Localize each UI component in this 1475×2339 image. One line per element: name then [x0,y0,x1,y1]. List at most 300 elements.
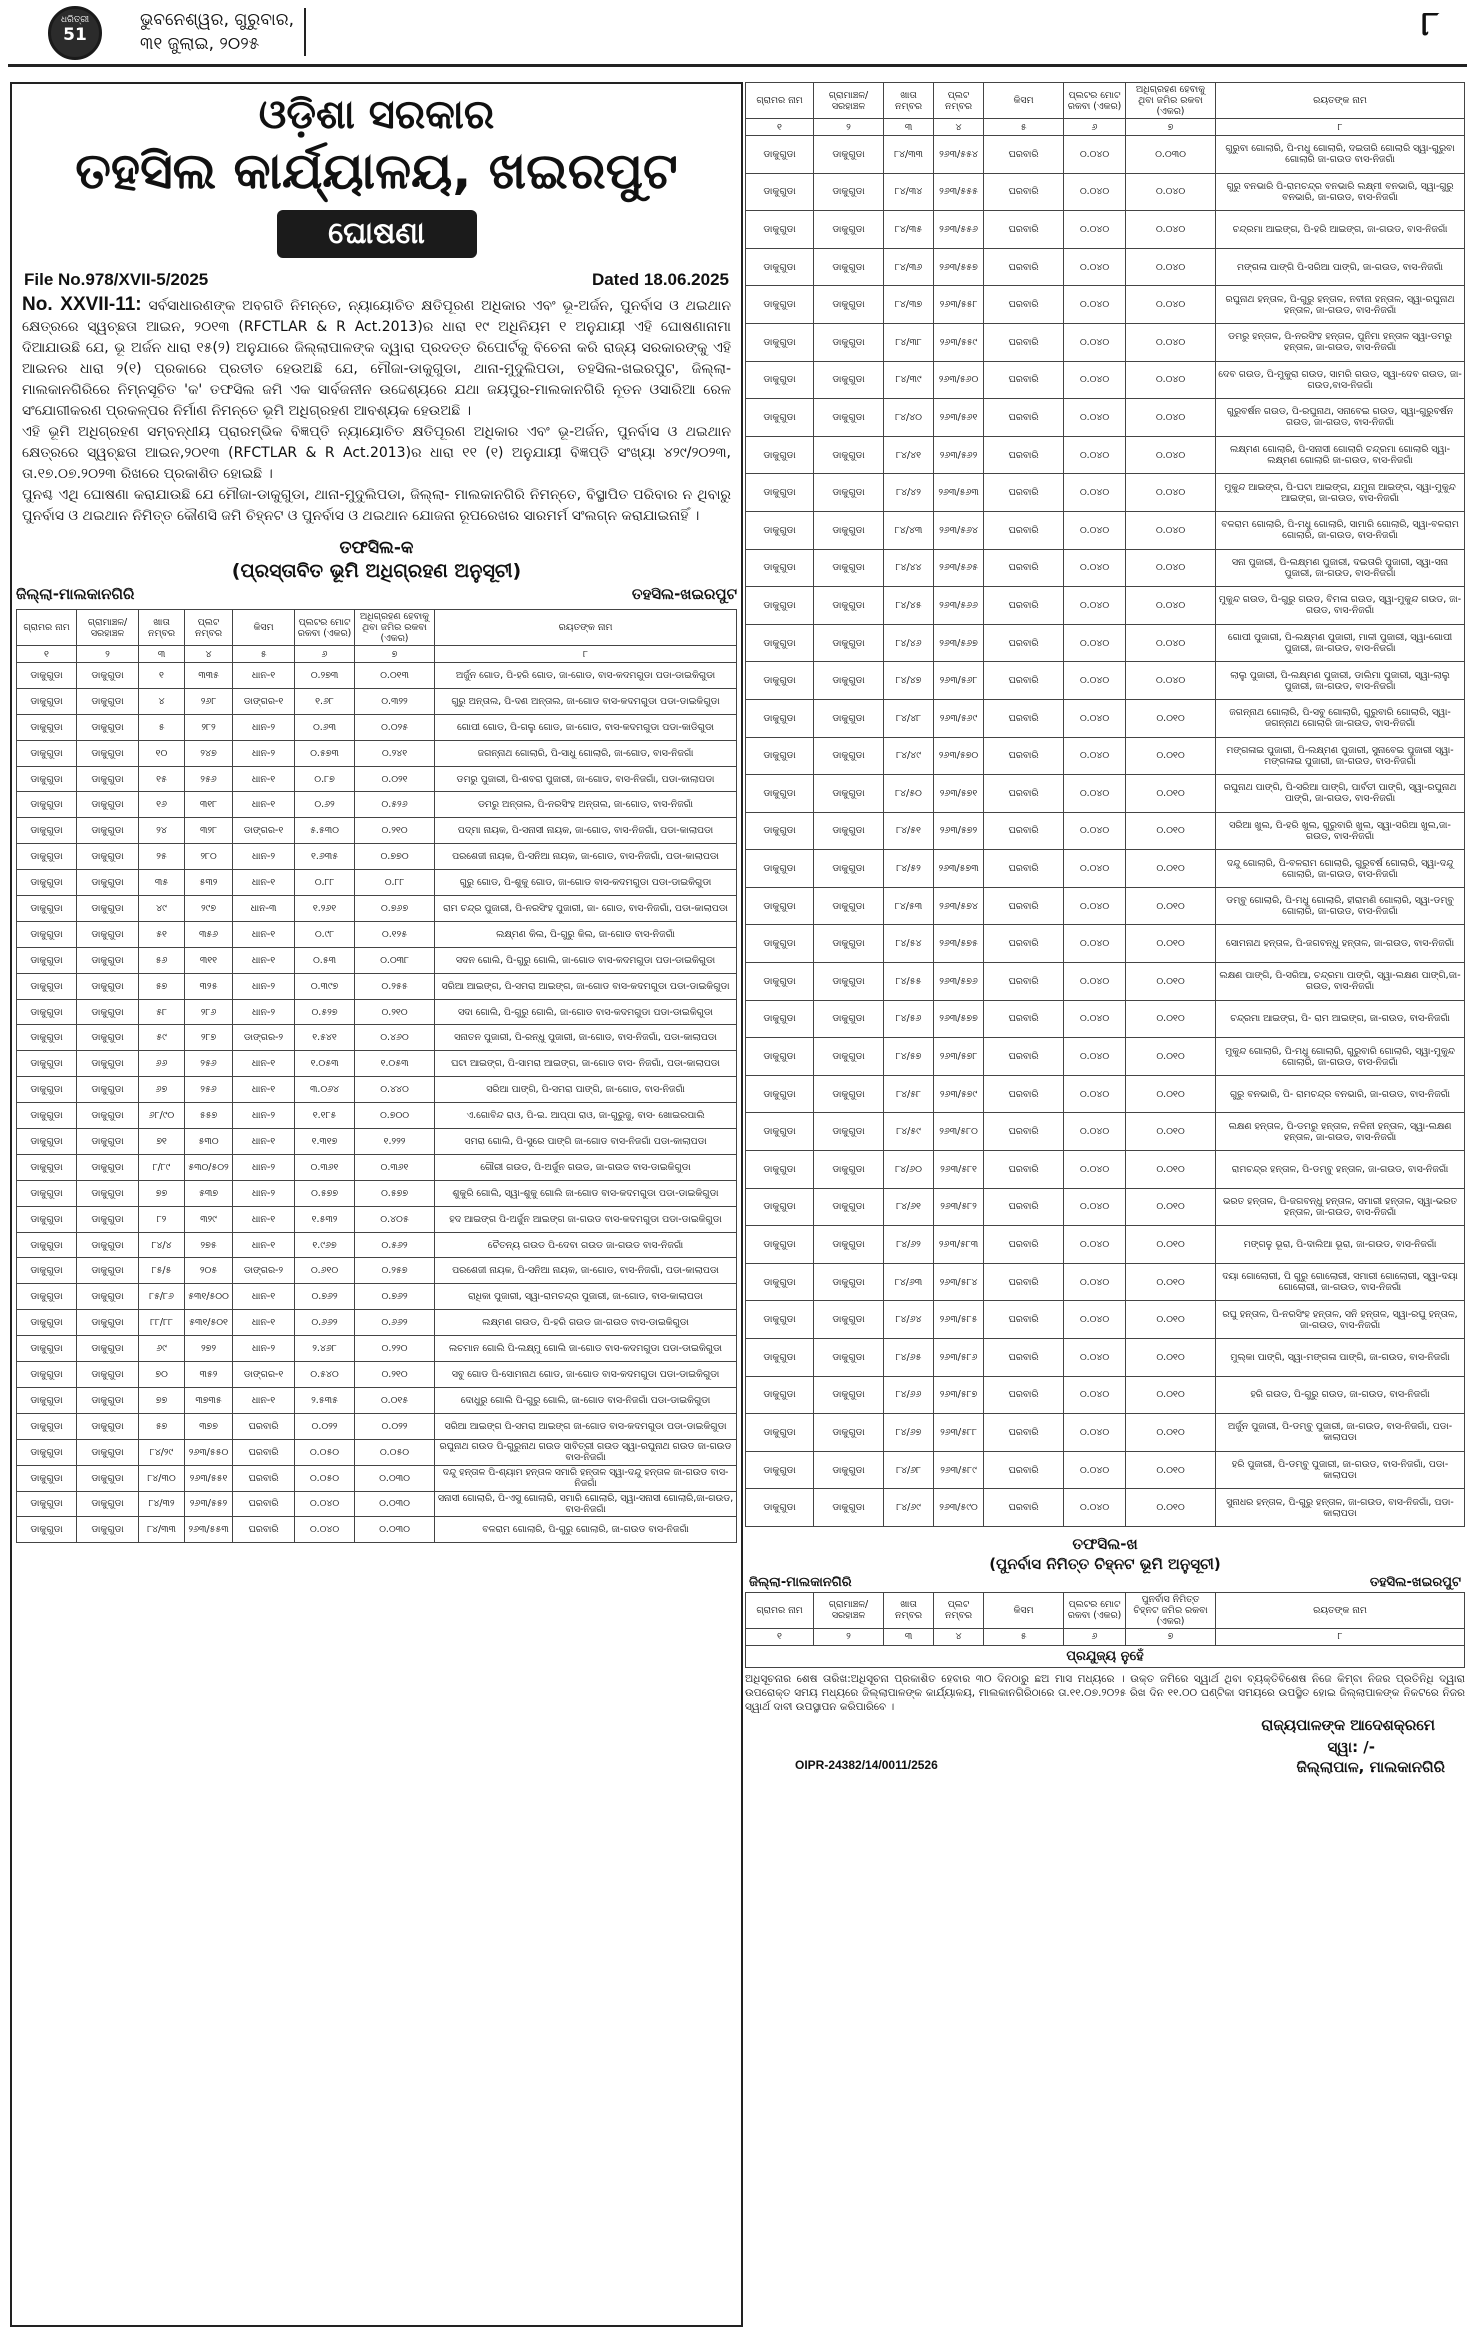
table-cell: ଗୁରୁବର୍ଷନ ଗଉଡ, ପି-ରଘୁନାଥ, ସନାବେଇ ଗଉଡ, ସ୍ୱା-ଗୁରୁବର୍ଷନ ଗଉଡ, ଜା-ଗଉଡ, ବାସ-ନିଜଗାଁ [1216,399,1465,437]
table-cell: ଡାକୁଗୁଡା [77,714,139,740]
table-cell: ୧.୦୫୩ [295,1051,355,1077]
table-cell: ୨୬୩/୫୫୯ [934,323,984,361]
table-cell: ୦.୦୧୦ [1126,925,1216,963]
column-header: କିସମ [233,610,295,646]
table-cell: ୦.୬୧୦ [295,1258,355,1284]
table-cell: ଡାକୁଗୁଡା [17,1387,77,1413]
table-cell: ୮୪/୪୨ [884,474,934,512]
table-cell: ଡମରୁ ଅନ୍ତାଲ, ପି-ନରସିଂହ ଅନ୍ତାଲ, ଜା-ଗୋଡ, ବାସ-ନିଜଗାଁ [435,792,737,818]
column-header: ରୟତଙ୍କ ନାମ [435,610,737,646]
table-row [17,1387,737,1413]
table-cell: ୨୬୩/୫୭୪ [934,887,984,925]
table-cell: ୦.୨୧୦ [355,818,435,844]
table-cell: ୬୭ [139,1077,185,1103]
table-row [746,587,1465,625]
table-cell: ୨୪ [139,818,185,844]
table-cell: ସମରା ଗୋଲି, ପି-ସୁରେ ପାଙ୍ଗି ଜା-ଗୋଡ ବାସ-ନିଜଗାଁ ପଡା-କାଲାପଡା [435,1129,737,1155]
table-cell: ଡାକୁଗୁଡା [814,248,884,286]
column-number: ୧ [17,646,77,663]
table-cell: ୮୪/୬୩ [884,1263,934,1301]
table-cell: ୭୭ [139,1387,185,1413]
table-row [746,1000,1465,1038]
table-cell: ଡାକୁଗୁଡା [17,1439,77,1465]
table-cell: ୦.୦୩୮ [355,947,435,973]
table-cell: ଧାନ-୧ [233,792,295,818]
table-cell: ଘରବାରି [984,248,1064,286]
table-cell: ଡାକୁଗୁଡା [17,1103,77,1129]
table-cell: ସବୁ ଗୋଡ ପି-ସୋମନାଥ ଗୋଡ, ଜା-ଗୋଡ ବାସ-କଦମଗୁଡା ପଡା-ଡାଇକିଗୁଡା [435,1362,737,1388]
table-cell: ୦.୦୪୦ [1064,587,1126,625]
table-cell: ଘରବାରି [984,1113,1064,1151]
table-cell: ଗୋପୀ ପୁଜାରୀ, ପି-ଲକ୍ଷ୍ମଣ ପୁଜାରୀ, ମାଳୀ ପୁଜାରୀ, ସ୍ୱା-ଗୋପୀ ପୁଜାରୀ, ଜା-ଗଉଡ, ବାସ-ନିଜଗାଁ [1216,624,1465,662]
table-cell: ଡାକୁଗୁଡା [77,688,139,714]
table-row [746,286,1465,324]
table-cell: ୮୪/୫୧ [884,812,934,850]
table-cell: ୦.୦୪୦ [1126,549,1216,587]
table-cell: ୨୬୩/୫୫୫ [934,173,984,211]
table-cell: ଘରବାରି [984,323,1064,361]
table-cell: ଡାକୁଗୁଡା [746,624,814,662]
column-number: ୮ [1216,119,1465,136]
table-cell: ୧.୩୧୭ [295,1129,355,1155]
table-cell: ୭୭ [139,1180,185,1206]
table-cell: ଡାକୁଗୁଡା [814,1226,884,1264]
table-cell: ଡାଙ୍ଗର-୧ [233,818,295,844]
table-cell: ଘରବାରି [984,887,1064,925]
table-cell: ୮୪/୫୯ [884,1113,934,1151]
table-cell: ୨୬୩/୫୬୮ [934,662,984,700]
table-cell: ୮୫/୫ [139,1258,185,1284]
table-cell: ଡାକୁଗୁଡା [746,286,814,324]
table-cell: ୦.୦୪୦ [295,1491,355,1517]
footer-signature-block [745,1714,1465,1778]
table-cell: ଧାନ-୧ [233,1206,295,1232]
table-cell: ୦.୮୭ [295,766,355,792]
table-cell: ଲଚମାନ ଗୋଲି ପି-ଲକ୍ଷ୍ମୁ ଗୋଲି ଜା-ଗୋଡ ବାସ-କଦମଗୁଡା ପଡା-ଡାଇକିଗୁଡା [435,1336,737,1362]
table-row [746,812,1465,850]
table-cell: ୦.୭୬୭ [355,896,435,922]
table-cell: ୦.୦୪୦ [1064,136,1126,174]
table-cell: ୨୫୬ [185,766,233,792]
table-cell: ୦.୦୪୦ [1126,511,1216,549]
table-cell: ସୁନାଧର ହନ୍ତାଳ, ପି-ଗୁରୁ ହନ୍ତାଳ, ଜା-ଗଉଡ, ବାସ-ନିଜଗାଁ, ପଡା-କାଲାପଡା [1216,1489,1465,1527]
table-cell: ଡାକୁଗୁଡା [814,1414,884,1452]
column-number: ୫ [233,646,295,663]
table-cell: ରଘୁ ହନ୍ତାଳ, ପି-ନରସିଂହ ହନ୍ତାଳ, ସନି ହନ୍ତାଳ, ସ୍ୱା-ରଘୁ ହନ୍ତାଳ, ଜା-ଗଉଡ, ବାସ-ନିଜଗାଁ [1216,1301,1465,1339]
page-number: ୮ [1421,4,1439,44]
column-number: ୩ [884,1628,934,1645]
table-cell: ଘରବାରି [984,361,1064,399]
table-cell: ଡାକୁଗୁଡା [77,1025,139,1051]
table-cell: ଲକ୍ଷ୍ମଣ ଗୋଲାରି, ପି-ସନାସୀ ଗୋଲାରି ଚନ୍ଦ୍ରମା ଗୋଲାରି ସ୍ୱା-ଲକ୍ଷ୍ମଣ ଗୋଲାରି ଜା-ଗଉଡ, ବାସ-ନିଜଗାଁ [1216,436,1465,474]
table-cell: ଡାକୁଗୁଡା [77,1103,139,1129]
table-cell: ୧.୬୩୫ [295,844,355,870]
column-number: ୪ [934,119,984,136]
table-cell: ୦.୭୬୨ [295,1284,355,1310]
table-cell: ସୋମନାଥ ହନ୍ତାଳ, ପି-ଜଗବନ୍ଧୁ ହନ୍ତାଳ, ଜା-ଗଉଡ, ବାସ-ନିଜଗାଁ [1216,925,1465,963]
schedule-b-title: ତଫସିଲ-ଖ [1072,1534,1138,1553]
table-row [746,1489,1465,1527]
table-cell: ୨୬୩/୫୭୬ [934,963,984,1001]
table-cell: ଡାକୁଗୁଡା [77,999,139,1025]
table-cell: ୦.୪୬୦ [355,1025,435,1051]
table-row [746,211,1465,249]
table-cell: ଡାକୁଗୁଡା [746,136,814,174]
table-cell: ଡାକୁଗୁଡା [814,887,884,925]
table-cell: ୦.୦୧୦ [1126,1038,1216,1076]
table-cell: ୩୫୨ [185,1362,233,1388]
table-cell: ୦.୦୧୦ [1126,812,1216,850]
table-cell: ମଙ୍ଗଳାଇ ପୁଜାରୀ, ପି-ଲକ୍ଷ୍ମଣ ପୁଜାରୀ, ସୁନାବେଇ ପୁଜାରୀ ସ୍ୱା-ମଙ୍ଗଳାଇ ପୁଜାରୀ, ଜା-ଗଉଡ, ବାସ-ନିଜଗାଁ [1216,737,1465,775]
table-cell: ୨୭୨ [185,1336,233,1362]
table-cell: ଧାନ-୩ [233,896,295,922]
schedule-b-header-row [746,1592,1465,1628]
table-cell: ୫୩୦/୫୦୨ [185,1154,233,1180]
collector-designation: ଜିଲ୍ଲାପାଳ, ମାଲକାନଗିରି [1296,1757,1445,1776]
table-row [17,1413,737,1439]
table-cell: ଘରବାରି [233,1413,295,1439]
table-cell: ଡାକୁଗୁଡା [77,1232,139,1258]
table-cell: ଘରବାରି [984,211,1064,249]
table-cell: ୦.୦୧୦ [1126,1376,1216,1414]
table-cell: ୦.୦୪୦ [1064,1376,1126,1414]
table-cell: ୦.୦୧୦ [1126,1451,1216,1489]
table-cell: ୨୬୩/୫୭୩ [934,850,984,888]
table-cell: ୦.୦୪୦ [1064,624,1126,662]
table-row [17,1025,737,1051]
table-cell: ଡାକୁଗୁଡା [814,1339,884,1377]
table-cell: ଡାକୁଗୁଡା [77,947,139,973]
column-header: ପ୍ଲଟ ନମ୍ବର [185,610,233,646]
table-row [17,1051,737,1077]
table-cell: ଡାକୁଗୁଡା [17,1154,77,1180]
table-cell: ୦.୦୩୦ [355,1465,435,1491]
table-cell: ୦.୦୪୦ [1064,1489,1126,1527]
table-cell: ୨୬୩/୫୬୯ [934,699,984,737]
table-cell: ୦.୬୩ [295,714,355,740]
table-cell: ୨୬୩/୫୮୦ [934,1113,984,1151]
table-row [746,549,1465,587]
notice-paragraph-2: ଏହି ଭୂମି ଅଧିଗ୍ରହଣ ସମ୍ବନ୍ଧୀୟ ପ୍ରାରମ୍ଭିକ ବିଜ୍ଞପ୍ତି ନ୍ୟାୟୋଚିତ କ୍ଷତିପୂରଣ ଅଧିକାର ଏବଂ ଭୂ-ଅର୍ଜନ, ପୁନର୍ବାସ ଓ ଥଇଥାନ କ୍ଷେତ୍ରରେ ସ୍ୱଚ୍ଛତା ଆଇନ,୨୦୧୩ (RFCTLAR & R Act.2013)ର ଧାରା ୧୧ (୧) ଅନୁଯାୟୀ ବିଜ୍ଞପ୍ତି ସଂଖ୍ୟା ୪୨୯/୨୦୨୩, ତା.୧୭.୦୭.୨୦୨୩ ରିଖରେ ପ୍ରକାଶିତ ହୋଇଛି । [22,424,731,482]
table-cell: ୫୩୨ [185,870,233,896]
table-cell: ୦.୦୫୦ [295,1439,355,1465]
table-cell: ଅର୍ଜୁନ ଗୋଡ, ପି-ହରି ଗୋଡ, ଜା-ଗୋଡ, ବାସ-କଦମଗୁଡା ପଡା-ଡାଇକିଗୁଡା [435,663,737,689]
table-cell: ୦.୫୭୩ [295,740,355,766]
table-row [746,699,1465,737]
table-cell: ୦.୬୬୨ [355,1310,435,1336]
table-row [746,850,1465,888]
table-cell: ହରି ପୁଜାରୀ, ପି-ଡମ୍ବୁ ପୁଜାରୀ, ଜା-ଗଉଡ, ବାସ-ନିଜଗାଁ, ପଡା-କାଲାପଡା [1216,1451,1465,1489]
table-cell: ଡାକୁଗୁଡା [17,1232,77,1258]
table-cell: ୮୪/୫୪ [884,925,934,963]
table-cell: ୦.୦୪୦ [1064,549,1126,587]
table-cell: ୮୪/୪୦ [884,399,934,437]
table-cell: ଭରତ ହନ୍ତାଳ, ପି-ଜଗବନ୍ଧୁ ହନ୍ତାଳ, ସମାରୀ ହନ୍ତାଳ, ସ୍ୱା-ଭରତ ହନ୍ତାଳ, ଜା-ଗଉଡ, ବାସ-ନିଜଗାଁ [1216,1188,1465,1226]
table-cell: ଡାକୁଗୁଡା [77,921,139,947]
table-number-row [746,119,1465,136]
column-header: ଗ୍ରାମର ନାମ [17,610,77,646]
table-cell: ଡାକୁଗୁଡା [814,587,884,625]
table-cell: ଡାକୁଗୁଡା [814,474,884,512]
column-header: ଗ୍ରାମାଞ୍ଚଳ/ ସରହାଞ୍ଚଳ [814,1592,884,1628]
table-cell: ଡାକୁଗୁଡା [17,947,77,973]
table-cell: ୦.୦୨୨ [295,1413,355,1439]
table-cell: ୦.୦୧୦ [1126,737,1216,775]
table-cell: ଡାକୁଗୁଡା [77,973,139,999]
table-cell: ୨୬୩/୫୫୩ [185,1517,233,1543]
table-cell: ଡାକୁଗୁଡା [17,921,77,947]
masthead-line-1: ଭୁବନେଶ୍ୱର, ଗୁରୁବାର, [140,10,295,30]
table-cell: ୫୩୦ [185,1129,233,1155]
table-cell: ୦.୬୨ [295,792,355,818]
notice-date: Dated 18.06.2025 [591,270,729,289]
table-cell: ଦନ୍ଦୁ ଗୋଲାରି, ପି-ବଳରାମ ଗୋଲାରି, ଗୁରୁବର୍ଷ ଗୋଲାରି, ସ୍ୱା-ଦନ୍ଦୁ ଗୋଲାରି, ଜା-ଗଉଡ, ବାସ-ନିଜଗାଁ [1216,850,1465,888]
table-cell: ୨୬୩/୫୭୦ [934,737,984,775]
table-cell: ଘରବାରି [984,624,1064,662]
table-cell: ୨୬୩/୫୬୭ [934,624,984,662]
table-cell: ୦.୦୪୦ [1064,474,1126,512]
column-number: ୨ [814,119,884,136]
table-row [17,1129,737,1155]
table-cell: ଘରବାରି [984,474,1064,512]
table-cell: ସନାତନ ପୁଜାରୀ, ପି-ରନ୍ଧୁ ପୁଜାରୀ, ଜା-ଗୋଡ, ବାସ-ନିଜଗାଁ, ପଡା-କାଲାପଡା [435,1025,737,1051]
table-cell: ୦.୦୧୩ [355,663,435,689]
table-cell: ୩.୦୬୪ [295,1077,355,1103]
table-cell: ଡାକୁଗୁଡା [746,549,814,587]
table-cell: ୦.୦୪୦ [1064,211,1126,249]
table-row [17,1232,737,1258]
column-number: ୭ [1126,119,1216,136]
table-cell: ଘରବାରି [984,1151,1064,1189]
table-cell: ଡାକୁଗୁଡା [77,1051,139,1077]
table-cell: ୦.୦୧୦ [1126,1113,1216,1151]
table-cell: ୦.୦୪୦ [295,1517,355,1543]
table-cell: ୨୯୭ [185,896,233,922]
table-cell: ଡାକୁଗୁଡା [17,999,77,1025]
table-cell: ଗୋପୀ ଗୋଡ, ପି-ଗଲୁ ଗୋଡ, ଜା-ଗୋଡ, ବାସ-କଦମଗୁଡା ପଡା-କାଡିଗୁଡା [435,714,737,740]
table-cell: ୨୬୩/୫୮୨ [934,1188,984,1226]
column-header: ଅଧିଗ୍ରହଣ ହେବାକୁ ଥିବା ଜମିର ରକବା (ଏକର) [355,610,435,646]
column-number: ୧ [746,1628,814,1645]
table-cell: ୦.୦୧୦ [1126,1263,1216,1301]
table-cell: ଡାକୁଗୁଡା [814,1000,884,1038]
column-number: ୭ [355,646,435,663]
table-cell: ଲକ୍ଷଣ ପାଙ୍ଗି, ପି-ସରିଆ, ଚନ୍ଦ୍ରମା ପାଙ୍ଗି, ସ୍ୱା-ଲକ୍ଷଣ ପାଙ୍ଗି,ଜା-ଗଉଡ, ବାସ-ନିଜଗାଁ [1216,963,1465,1001]
table-cell: ଡାକୁଗୁଡା [814,1188,884,1226]
table-cell: ୫୮ [139,999,185,1025]
column-number: ୨ [77,646,139,663]
table-cell: ୨୬୩/୫୫୨ [185,1491,233,1517]
table-cell: ୮୪/୩୮ [884,323,934,361]
table-cell: ଡାକୁଗୁଡା [814,1451,884,1489]
table-number-row [17,646,737,663]
table-cell: ୦.୦୪୦ [1064,1113,1126,1151]
table-cell: ୮୪/୫୨ [884,850,934,888]
table-cell: ଘରବାରି [984,587,1064,625]
table-cell: ୮୪/୩୨ [139,1491,185,1517]
table-cell: ୦.୭୦୦ [355,1103,435,1129]
notice-left-column [10,82,743,2327]
table-cell: ଡାକୁଗୁଡା [746,812,814,850]
table-cell: ୦.୦୪୦ [1064,1188,1126,1226]
table-cell: ୦.୦୪୦ [1064,1414,1126,1452]
table-cell: ୨୦୫ [185,1258,233,1284]
table-cell: ୨୬୩/୫୮୭ [934,1376,984,1414]
table-cell: ଡାକୁଗୁଡା [814,136,884,174]
table-cell: ଧାନ-୨ [233,1336,295,1362]
schedule-b-tahasil: ତହସିଲ-ଖଇରପୁଟ [1369,1574,1461,1590]
schedule-b-subtitle: (ପୁନର୍ବାସ ନିମିତ୍ତ ଚିହ୍ନଟ ଭୂମି ଅନୁସୂଚୀ) [989,1554,1221,1573]
table-cell: ଡାକୁଗୁଡା [746,211,814,249]
table-cell: ଘରବାରି [233,1465,295,1491]
table-cell: ୦.୦୫୦ [355,1439,435,1465]
table-cell: ୦.୩୯୭ [295,973,355,999]
table-row [746,737,1465,775]
table-cell: ୨୮୬ [185,999,233,1025]
table-row [17,870,737,896]
table-cell: ଡାକୁଗୁଡା [814,737,884,775]
table-cell: ଡାକୁଗୁଡା [746,587,814,625]
table-cell: ୦.୦୧୦ [1126,1075,1216,1113]
table-cell: ଡାଙ୍ଗର-୧ [233,1362,295,1388]
table-cell: ୮୪/୫୭ [884,1038,934,1076]
table-cell: ଦୋଧୁରୁ ଗୋଲି ପି-ଗୁରୁ ଗୋଲି, ଜା-ଗୋଡ ବାସ-ନିଜଗାଁ ପଡା-ଡାଇକିଗୁଡା [435,1387,737,1413]
table-row [17,792,737,818]
table-cell: ଗୁରୁ ଅନ୍ତାଲ, ପି-ଦଣ ଅନ୍ତାଲ, ଜା-ଗୋଡ ବାସ-କଦମଗୁଡା ପଡା-ଡାଇକିଗୁଡା [435,688,737,714]
table-cell: ଘରବାରି [984,399,1064,437]
table-cell: ଡାକୁଗୁଡା [77,1310,139,1336]
table-row [17,947,737,973]
table-cell: ମୁକୁନ୍ଦ ଗଉଡ, ପି-ଗୁରୁ ଗଉଡ, ବିମଳା ଗଉଡ, ସ୍ୱା-ମୁକୁନ୍ଦ ଗଉଡ, ଜା-ଗଉଡ, ବାସ-ନିଜଗାଁ [1216,587,1465,625]
table-cell: ୦.୦୪୦ [1064,1339,1126,1377]
table-cell: ୦.୦୨୨ [355,1413,435,1439]
table-row [17,714,737,740]
schedule-a-rows-right [746,136,1465,1527]
table-cell: ୮୪/୬୪ [884,1301,934,1339]
table-cell: ୨୬୩/୫୬୪ [934,511,984,549]
column-number: ୬ [1064,1628,1126,1645]
table-cell: ୮୪/୩୩ [884,136,934,174]
table-cell: ଡାକୁଗୁଡା [746,474,814,512]
table-cell: ରାମଚନ୍ଦ୍ର ହନ୍ତାଳ, ପି-ଡମ୍ବୁ ହନ୍ତାଳ, ଜା-ଗଉଡ, ବାସ-ନିଜଗାଁ [1216,1151,1465,1189]
table-cell: ଚୈତନ୍ୟ ଗଉଡ ପି-ଦେବା ଗଉଡ ଜା-ଗଉଡ ବାସ-ନିଜଗାଁ [435,1232,737,1258]
table-cell: ୦.୦୧୦ [1126,1414,1216,1452]
table-row [746,1188,1465,1226]
table-cell: ୦.୦୪୦ [1064,775,1126,813]
badge-number: 51 [63,25,87,45]
table-cell: ଡାକୁଗୁଡା [814,1376,884,1414]
table-cell: ଡାକୁଗୁଡା [746,361,814,399]
table-cell: ଡାକୁଗୁଡା [746,173,814,211]
column-number: ୮ [435,646,737,663]
column-header: ପୁନର୍ବାସ ନିମିତ୍ତ ଚିହ୍ନଟ ଜମିର ରକବା (ଏକର) [1126,1592,1216,1628]
table-cell: ୦.୨୧୦ [355,999,435,1025]
table-cell: ୦.୦୪୦ [1126,286,1216,324]
table-cell: ଡାକୁଗୁଡା [814,323,884,361]
table-cell: ୦.୩୨୨ [355,688,435,714]
table-cell: ଡାକୁଗୁଡା [77,1284,139,1310]
table-row [17,1154,737,1180]
table-cell: ୦.୦୪୦ [1126,662,1216,700]
table-row [17,1517,737,1543]
table-cell: ଧାନ-୧ [233,1077,295,1103]
table-cell: ଡାକୁଗୁଡା [77,766,139,792]
table-cell: ଘରବାରି [984,1376,1064,1414]
table-cell: ୦.୦୧୦ [1126,963,1216,1001]
table-cell: ଘରବାରି [984,511,1064,549]
table-cell: ୦.୦୩୦ [355,1517,435,1543]
table-cell: ୦.୦୧୦ [1126,1301,1216,1339]
schedule-a-tahasil: ତହସିଲ-ଖଇରପୁଟ [631,585,737,603]
table-cell: ଘରବାରି [984,699,1064,737]
schedule-a-rows-left [17,663,737,1543]
table-cell: ୮୪/୬୮ [884,1451,934,1489]
table-cell: ଡାକୁଗୁଡା [17,896,77,922]
notice-body [12,290,741,527]
table-cell: ଡାକୁଗୁଡା [746,1075,814,1113]
table-cell: ଡାକୁଗୁଡା [77,818,139,844]
schedule-b-not-applicable: ପ୍ରଯୁଜ୍ୟ ନୁହେଁ [746,1645,1465,1667]
table-cell: ଡାକୁଗୁଡା [814,1075,884,1113]
table-cell: ବଳରାମ ଗୋଲାରି, ପି-ଗୁରୁ ଗୋଲାରି, ଜା-ଗଉଡ ବାସ-ନିଜଗାଁ [435,1517,737,1543]
table-cell: ୫.୫୩୦ [295,818,355,844]
masthead-dateline [140,8,306,56]
masthead-line-2: ୩୧ ଜୁଲାଇ, ୨୦୨୫ [140,34,260,54]
table-cell: ୩୨୯ [185,1206,233,1232]
table-cell: ୮୪/୪ [139,1232,185,1258]
table-cell: ୦.୦୪୦ [1064,662,1126,700]
table-cell: ଡାକୁଗୁଡା [77,1154,139,1180]
table-cell: ଡାକୁଗୁଡା [77,896,139,922]
table-row [17,1362,737,1388]
column-number: ୪ [185,646,233,663]
table-row [746,511,1465,549]
table-cell: ଡାକୁଗୁଡା [746,323,814,361]
column-header: ଖାତା ନମ୍ବର [884,83,934,119]
table-cell: ଧାନ-୨ [233,740,295,766]
column-number: ୩ [884,119,934,136]
table-cell: ୦.୦୪୦ [1064,286,1126,324]
table-cell: ଡାକୁଗୁଡା [814,1263,884,1301]
table-cell: ଧାନ-୨ [233,844,295,870]
table-cell: ଡାକୁଗୁଡା [814,1301,884,1339]
schedule-a-title: ତଫସିଲ-କ [339,538,414,558]
table-cell: ୦.୬୬୨ [295,1310,355,1336]
table-cell: ଡାକୁଗୁଡା [814,511,884,549]
table-cell: ଡାକୁଗୁଡା [17,1129,77,1155]
notice-lead: No. XXVII-11: [22,294,142,315]
table-cell: ୦.୫୭୭ [295,1180,355,1206]
table-cell: ଘରବାରି [984,662,1064,700]
table-cell: ୫୭ [139,973,185,999]
table-cell: ୨୮୦ [185,844,233,870]
column-header: ପ୍ଲଟ ନମ୍ବର [934,1592,984,1628]
table-cell: ଡାକୁଗୁଡା [746,925,814,963]
table-cell: ୨୬୩/୫୬୨ [934,436,984,474]
table-cell: ୦.୦୨୧ [355,766,435,792]
table-cell: ୨୬୩/୫୫୪ [934,136,984,174]
table-cell: ଦୟା ଗୋଲୋରୀ, ପି ଗୁରୁ ଗୋଲୋରୀ, ସମାରୀ ଗୋଲୋରୀ, ସ୍ୱା-ଦୟା ଗୋଲୋରୀ, ଜା-ଗଉଡ, ବାସ-ନିଜଗାଁ [1216,1263,1465,1301]
table-cell: ଡାକୁଗୁଡା [746,1376,814,1414]
table-cell: ୦.୦୪୦ [1126,248,1216,286]
table-cell: ଡାକୁଗୁଡା [814,850,884,888]
table-cell: ୮୪/୬୨ [884,1226,934,1264]
table-cell: ଡାକୁଗୁଡା [17,792,77,818]
table-cell: ୦.୦୧୦ [1126,1151,1216,1189]
table-cell: ୦.୦୧୦ [1126,850,1216,888]
table-row [746,887,1465,925]
table-row [746,436,1465,474]
